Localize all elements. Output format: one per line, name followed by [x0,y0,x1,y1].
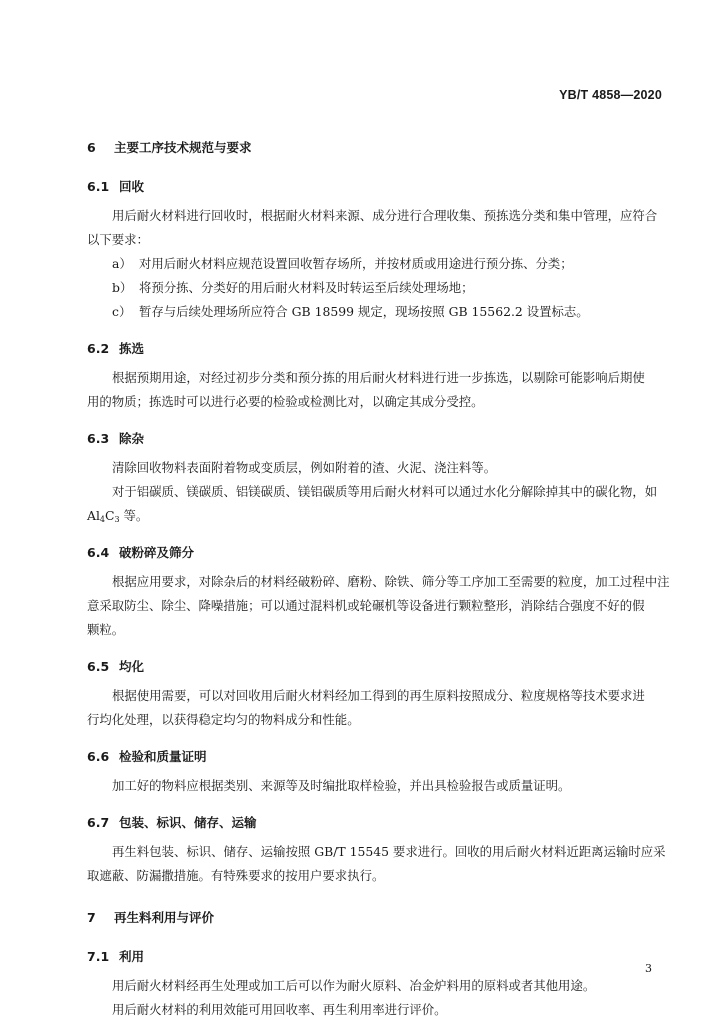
list-text: 将预分拣、分类好的用后耐火材料及时转运至后续处理场地； [139,280,474,295]
section-7-1-heading [87,948,672,966]
paragraph: 用后耐火材料进行回收时，根据耐火材料来源、成分进行合理收集、预拣选分类和集中管理，应符合 以下要求： [87,208,658,247]
section-number: 6 [87,140,96,155]
section-7-heading [87,909,672,927]
section-title: 包装、标识、储存、运输 [119,815,257,830]
section-number: 6.7 [87,815,110,830]
section-title: 利用 [119,949,145,964]
paragraph: 加工好的物料应根据类别、来源等及时编批取样检验，并出具检验报告或质量证明。 [112,778,571,793]
section-title: 均化 [119,659,145,674]
paragraph: 根据预期用途，对经过初步分类和预分拣的用后耐火材料进行进一步拣选，以剔除可能影响后期使 用的物质；拣选时可以进行必要的检验或检测比对，以确定其成分受控。 [87,370,645,409]
section-number: 6.2 [87,341,110,356]
list-label: b） [112,280,133,295]
document-body [87,139,672,1022]
document-code: YB/T 4858—2020 [559,88,662,102]
formula-text: $Al_4C_3$ 等。 [87,508,149,524]
section-6-3-heading [87,430,672,448]
section-6-5-heading [87,658,672,676]
section-title: 再生料利用与评价 [114,910,215,925]
paragraph: 用后耐火材料经再生处理或加工后可以作为耐火原料、冶金炉料用的原料或者其他用途。 [112,978,596,993]
section-number: 7 [87,910,96,925]
paragraph: 根据使用需要，可以对回收用后耐火材料经加工得到的再生原料按照成分、粒度规格等技术要求进 行均化处理，以获得稳定均匀的物料成分和性能。 [87,688,645,727]
section-number: 6.6 [87,749,110,764]
list-item [87,252,672,276]
page-number: 3 [645,962,652,975]
paragraph: 再生料包装、标识、储存、运输按照 GB/T 15545 要求进行。回收的用后耐火材料近距离运输时应采 取遮蔽、防漏撒措施。有特殊要求的按用户要求执行。 [87,844,666,883]
list-text: 暂存与后续处理场所应符合 GB 18599 规定，现场按照 GB 15562.2 设置标志。 [139,304,589,319]
section-title: 破粉碎及筛分 [119,545,195,560]
section-6-6-heading [87,748,672,766]
section-6-1-heading [87,178,672,196]
section-title: 检验和质量证明 [119,749,207,764]
section-number: 7.1 [87,949,110,964]
paragraph: 对于铝碳质、镁碳质、铝镁碳质、镁铝碳质等用后耐火材料可以通过水化分解除掉其中的碳化物，如 $Al_4C_3$ 等。 [87,480,672,528]
section-6-2-heading [87,340,672,358]
list-text: 对用后耐火材料应规范设置回收暂存场所，并按材质或用途进行预分拣、分类； [139,256,573,271]
section-number: 6.1 [87,179,110,194]
section-number: 6.3 [87,431,110,446]
paragraph: 用后耐火材料的利用效能可用回收率、再生利用率进行评价。 [112,1002,447,1017]
section-6-7-heading [87,814,672,832]
section-title: 回收 [119,179,145,194]
section-title: 拣选 [119,341,145,356]
section-6-heading [87,139,672,157]
list-label: c） [112,304,132,319]
paragraph: 清除回收物料表面附着物或变质层，例如附着的渣、火泥、浇注料等。 [112,460,497,475]
section-number: 6.5 [87,659,110,674]
section-title: 主要工序技术规范与要求 [114,140,252,155]
section-number: 6.4 [87,545,110,560]
list-item [87,300,672,324]
list-item [87,276,672,300]
section-title: 除杂 [119,431,145,446]
list-label: a） [112,256,132,271]
section-6-4-heading [87,544,672,562]
paragraph: 根据应用要求，对除杂后的材料经破粉碎、磨粉、除铁、筛分等工序加工至需要的粒度，加工过程中注 意采取防尘、除尘、降噪措施；可以通过混料机或轮碾机等设备进行颗粒整形，消除结合强度不好的假 颗粒。 [87,574,670,637]
